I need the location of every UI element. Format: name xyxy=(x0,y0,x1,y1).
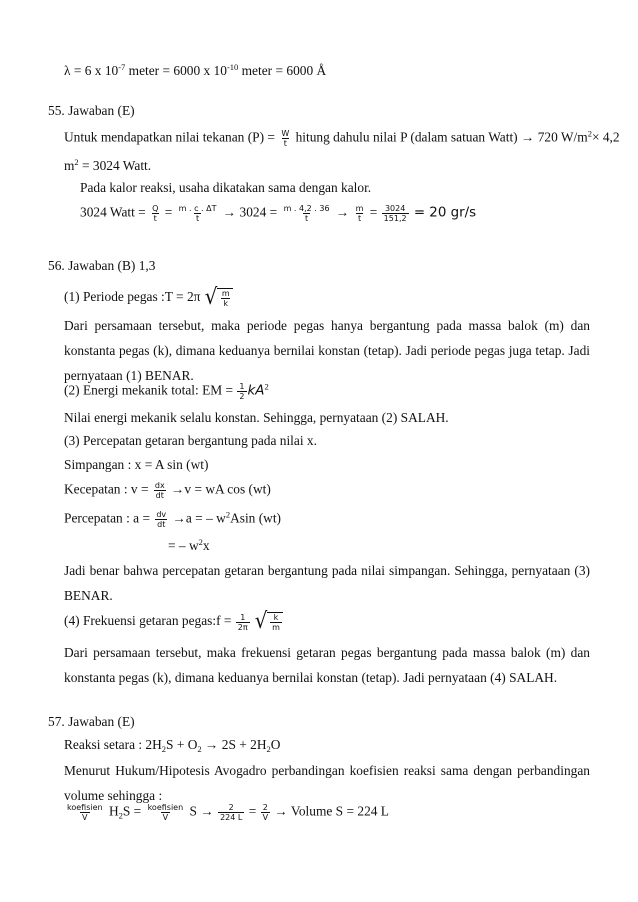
q56-point3: (3) Percepatan getaran bergantung pada nilai x. xyxy=(64,433,317,448)
q56-point1: (1) Periode pegas :T = 2π √ $\frac{m}{k}$ xyxy=(64,287,233,309)
fraction-q-over-t: $\frac{Q}{t}$ xyxy=(152,204,159,223)
q55-line2: $m^2 = 3024$ Watt. xyxy=(64,157,152,173)
fraction-dv-over-dt: $\frac{dv}{dt}$ xyxy=(156,510,167,529)
fraction-one-half: $\frac{1}{2}$ xyxy=(239,382,245,401)
fraction-mcdt-over-t: $\frac{m . c . \Delta T}{t}$ xyxy=(178,204,217,223)
fraction-2-over-v: $\frac{2}{V}$ xyxy=(262,803,269,822)
fraction-one-over-2pi: $\frac{1}{2\pi}$ xyxy=(237,612,248,632)
q56-point1-text: Dari persamaan tersebut, maka periode pegas hanya bergantung pada massa balok (m) dan konstanta pegas (k), dimana keduanya bernilai konstan (tetap). Jadi periode pegas juga tetap. Jadi pernyataan (1) BENAR. xyxy=(64,318,590,383)
lambda-line: λ = 6 x $10^{-7}$ meter = 6000 x $10^{-10}$ meter = 6000 Å xyxy=(64,62,327,78)
q56-point4-text: Dari persamaan tersebut, maka frekuensi getaran pegas bergantung pada massa balok (m) dan konstanta pegas (k), dimana keduanya bernilai konstan (tetap). Jadi pernyataan (4) SALAH. xyxy=(64,645,590,685)
q56-percepatan: Percepatan : a = $\frac{dv}{dt}$ →a = – $w^2Asin$ (wt) xyxy=(64,509,282,529)
sqrt-k-over-m: √ $\frac{k}{m}$ xyxy=(254,611,283,633)
q56-simpangan: Simpangan : x = A sin (wt) xyxy=(64,457,209,472)
q56-kecepatan: Kecepatan : v = $\frac{dx}{dt}$ →v = wA cos (wt) xyxy=(64,481,271,500)
fraction-dx-over-dt: $\frac{dx}{dt}$ xyxy=(154,481,165,500)
fraction-koefisien-over-v: $\frac{\text{koefisien}}{V}$ xyxy=(67,803,103,822)
fraction-m4236-over-t: $\frac{m . 4,2 . 36}{t}$ xyxy=(283,204,330,223)
q56-point2-text: Nilai energi mekanik selalu konstan. Sehingga, pernyataan (2) SALAH. xyxy=(64,410,449,425)
q57-heading: 57. Jawaban (E) xyxy=(48,714,135,729)
q57-reaction: Reaksi setara : $2H_2S + O_2 \to 2S + 2H_2O$ xyxy=(64,737,281,754)
q56-percepatan-simplified: = – $w^2x$ xyxy=(168,537,210,553)
q55-line3: Pada kalor reaksi, usaha dikatakan sama dengan kalor. xyxy=(80,180,372,195)
fraction-m-over-t: $\frac{m}{t}$ xyxy=(355,204,364,223)
sqrt-m-over-k: √ $\frac{m}{k}$ xyxy=(204,287,233,309)
q56-heading: 56. Jawaban (B) 1,3 xyxy=(48,258,156,273)
fraction-koefisien-over-v-2: $\frac{\text{koefisien}}{V}$ xyxy=(147,803,184,822)
q56-point2: (2) Energi mekanik total: EM = $\frac{1}{2}$ $kA^2$ xyxy=(64,381,269,401)
fraction-3024-over-1512: $\frac{3024}{151,2}$ xyxy=(383,204,407,223)
q55-equation: 3024 Watt = $\frac{Q}{t}$ = $\frac{m . c . \Delta T}{t}$ → 3024 = $\frac{m . 4,2 . 36}{t}$ → $\frac{m}{t}$ = $\frac{3024}{151,2}$ = 20 gr/s xyxy=(80,204,477,223)
q57-avogadro-text: Menurut Hukum/Hipotesis Avogadro perbandingan koefisien reaksi sama dengan perbandingan volume sehingga : xyxy=(64,763,590,803)
q55-heading: 55. Jawaban (E) xyxy=(48,103,135,118)
fraction-2-over-224l: $\frac{2}{224 L}$ xyxy=(220,803,243,822)
q56-point4: (4) Frekuensi getaran pegas:f = $\frac{1}{2\pi}$ √ $\frac{k}{m}$ xyxy=(64,611,283,633)
q56-point3-text: Jadi benar bahwa percepatan getaran bergantung pada nilai simpangan. Sehingga, pernyataan (3) BENAR. xyxy=(64,563,590,603)
fraction-w-over-t: $\frac{W}{t}$ xyxy=(281,129,290,148)
q55-line1: Untuk mendapatkan nilai tekanan (P) = $\frac{W}{t}$ hitung dahulu nilai P (dalam satuan Watt) → 720 $W/m^2\times 4,2$ xyxy=(64,128,620,148)
q57-equation: $\frac{\text{koefisien}}{V}$ $H_2S$ = $\frac{\text{koefisien}}{V}$ S → $\frac{2}{224 L}$ = $\frac{2}{V}$ → Volume S = 224 L xyxy=(67,803,389,822)
